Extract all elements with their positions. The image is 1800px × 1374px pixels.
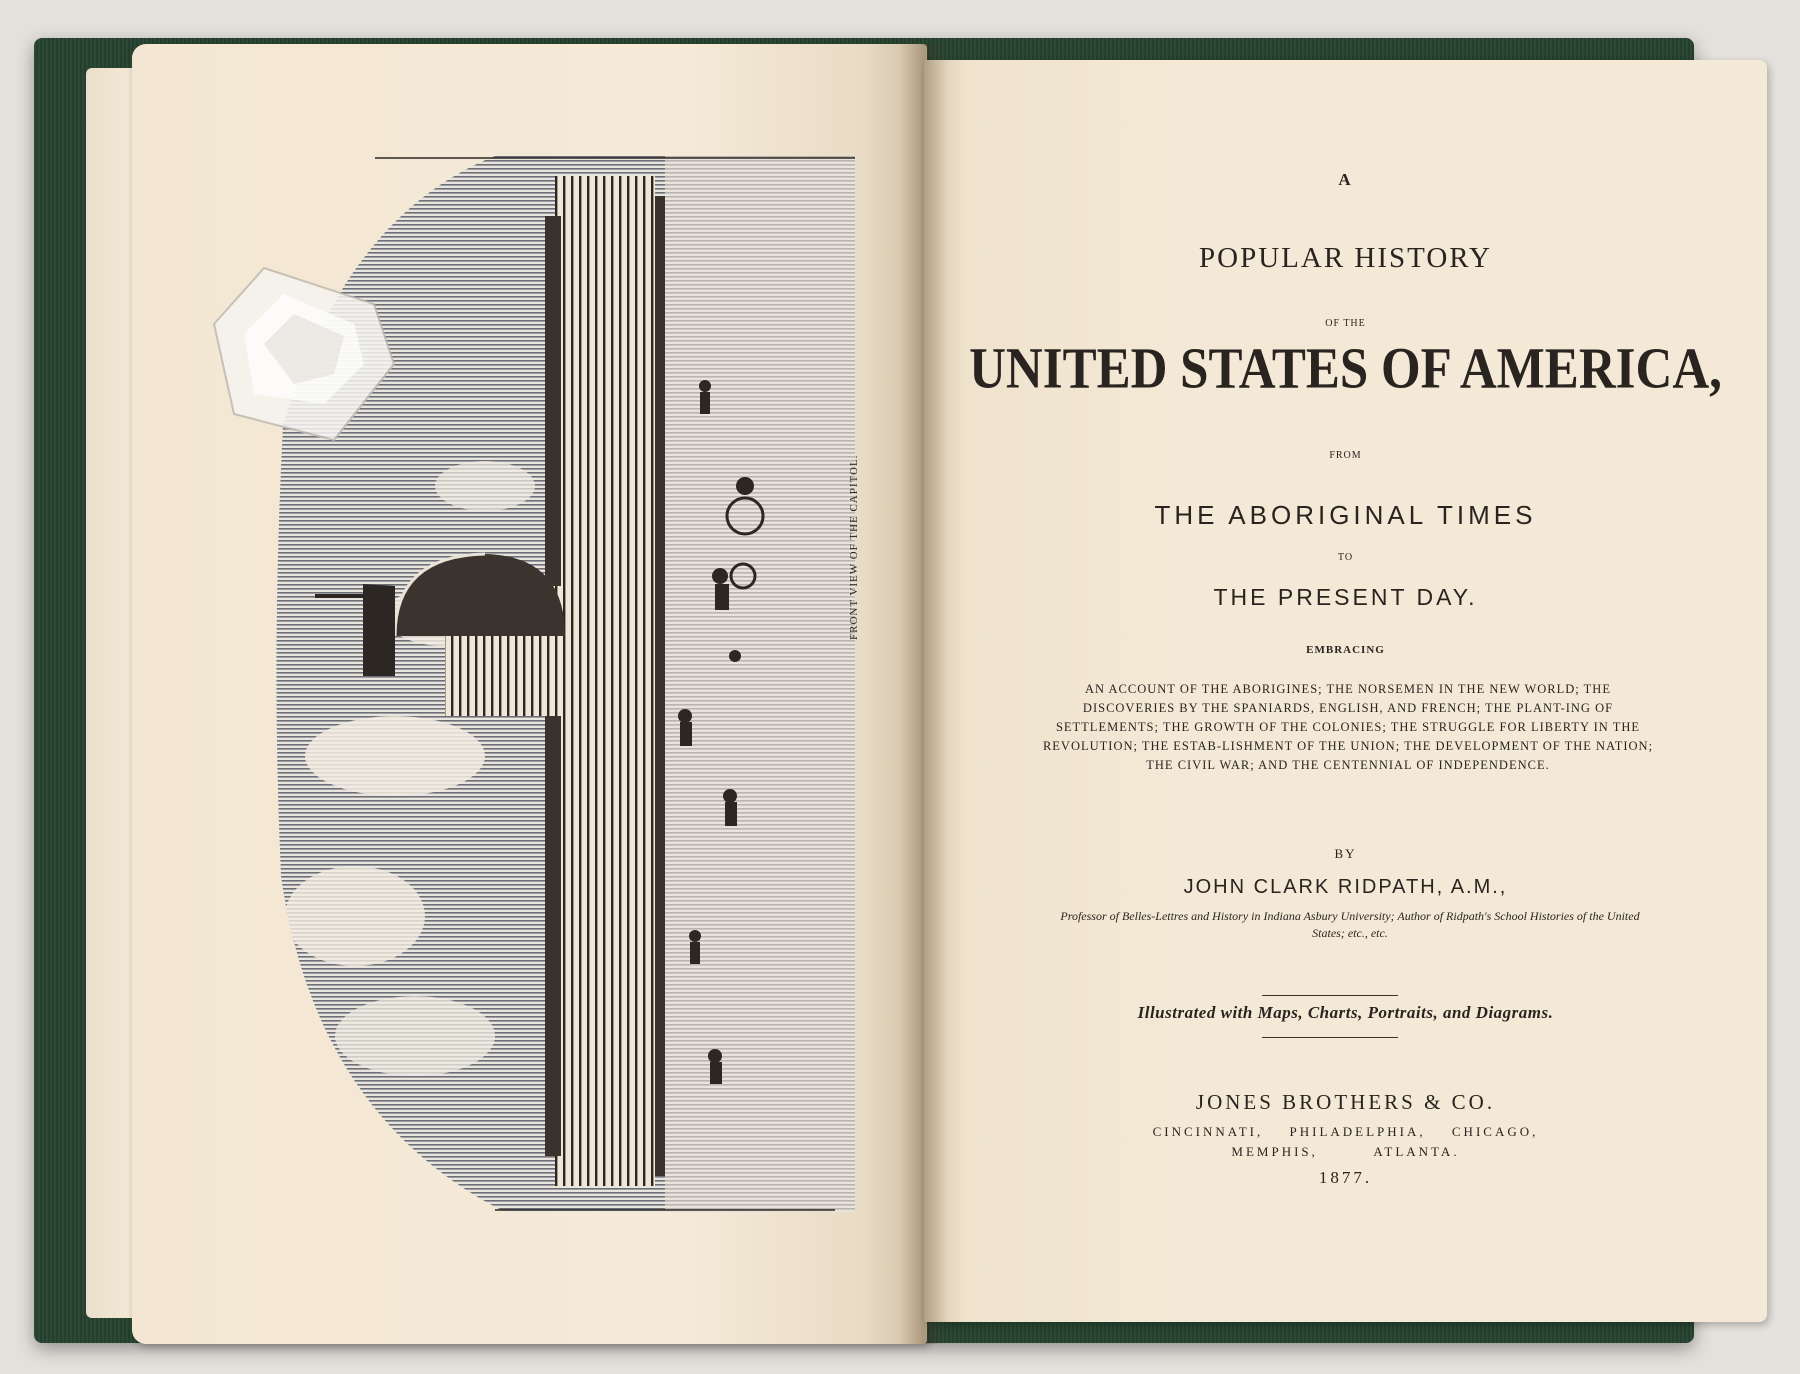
title-line-popular-history: POPULAR HISTORY (1199, 242, 1492, 274)
main-title: UNITED STATES OF AMERICA, (969, 336, 1722, 402)
illustrated-note: Illustrated with Maps, Charts, Portraits, and Diagrams. (1137, 1003, 1554, 1022)
title-by: BY (1334, 846, 1357, 861)
publisher-cities-line2: MEMPHIS, ATLANTA. (1231, 1144, 1460, 1159)
engraving-caption: FRONT VIEW OF THE CAPITOL. (848, 454, 860, 640)
publisher: JONES BROTHERS & CO. (1195, 1090, 1496, 1114)
glass-page-weight (204, 264, 404, 444)
title-embracing: EMBRACING (1306, 644, 1385, 656)
title-description: AN ACCOUNT OF THE ABORIGINES; THE NORSEMEN IN THE NEW WORLD; THE DISCOVERIES BY THE SPANIARDS, ENGLISH, AND FRENCH; THE PLANT-ING OF SETTLEMENTS; THE GROWTH OF THE COLONIES; THE STRUGGLE FOR LIBERTY IN THE REVOLUTION; THE ESTAB-LISHMENT OF THE UNION; THE DEVELOPMENT OF THE NATION; THE CIVIL WAR; AND THE CENTENNIAL OF INDEPENDENCE. (1042, 682, 1654, 772)
divider-rule-bottom (1262, 1037, 1398, 1038)
title-aboriginal-times: THE ABORIGINAL TIMES (1154, 500, 1537, 530)
title-of-the: OF THE (1325, 318, 1366, 329)
title-to: TO (1337, 552, 1354, 563)
publisher-cities-line1: CINCINNATI, PHILADELPHIA, CHICAGO, (1152, 1124, 1539, 1139)
title-present-day: THE PRESENT DAY. (1213, 584, 1478, 610)
title-from: FROM (1329, 450, 1362, 461)
author-name: JOHN CLARK RIDPATH, A.M., (1183, 876, 1508, 898)
divider-rule-top (1262, 995, 1398, 996)
publication-year: 1877. (1318, 1168, 1373, 1187)
title-article: A (1338, 170, 1353, 189)
author-credentials: Professor of Belles-Lettres and History in Indiana Asbury University; Author of Ridpath's School Histories of the United States; etc., etc. (1060, 909, 1640, 940)
